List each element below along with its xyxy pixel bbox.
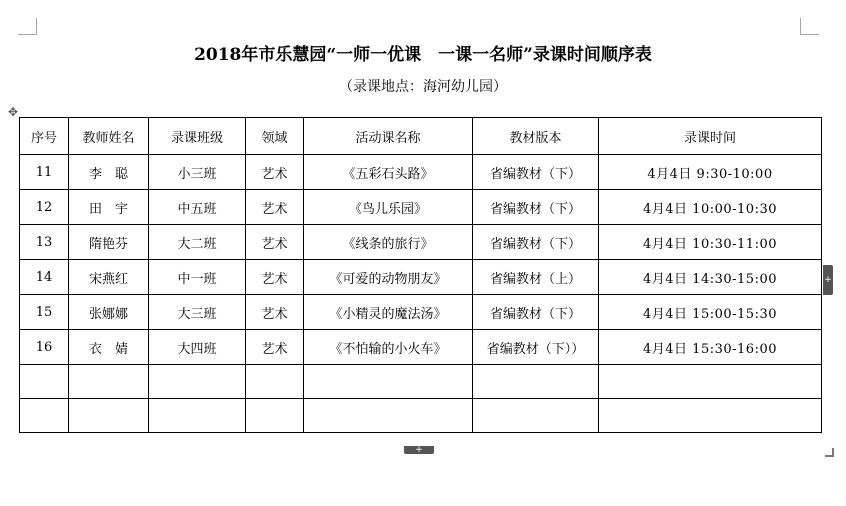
cell-teacher: 宋燕红	[69, 260, 149, 295]
empty-cell	[69, 399, 149, 433]
cell-activity: 《小精灵的魔法汤》	[304, 295, 473, 330]
empty-cell	[304, 365, 473, 399]
add-column-icon[interactable]: +	[823, 265, 833, 295]
header-teacher: 教师姓名	[69, 118, 149, 155]
table-row-empty	[20, 365, 822, 399]
document-title: 2018年市乐慧园“一师一优课 一课一名师”录课时间顺序表	[194, 45, 652, 65]
table-row	[20, 260, 822, 295]
cell-class: 大四班	[149, 330, 246, 365]
table-row	[20, 190, 822, 225]
header-index: 序号	[20, 118, 69, 155]
cell-domain: 艺术	[246, 225, 304, 260]
cell-teacher: 田 宇	[69, 190, 149, 225]
cell-time: 4月4日 9:30-10:00	[599, 155, 822, 190]
cell-time: 4月4日 15:30-16:00	[599, 330, 822, 365]
cell-textbook: 省编教材（下）	[473, 190, 599, 225]
header-textbook: 教材版本	[473, 118, 599, 155]
cell-time: 4月4日 14:30-15:00	[599, 260, 822, 295]
cell-teacher: 隋艳芬	[69, 225, 149, 260]
header-activity: 活动课名称	[304, 118, 473, 155]
cell-textbook: 省编教材（下）	[473, 225, 599, 260]
cell-activity: 《不怕输的小火车》	[304, 330, 473, 365]
cell-time: 4月4日 15:00-15:30	[599, 295, 822, 330]
empty-cell	[599, 365, 822, 399]
empty-cell	[246, 365, 304, 399]
cell-activity: 《可爱的动物朋友》	[304, 260, 473, 295]
cell-class: 中一班	[149, 260, 246, 295]
crop-mark-top-right	[800, 18, 819, 35]
crop-mark-top-left	[18, 18, 37, 35]
empty-cell	[473, 365, 599, 399]
cell-class: 大二班	[149, 225, 246, 260]
cell-class: 中五班	[149, 190, 246, 225]
table-row	[20, 330, 822, 365]
cell-teacher: 衣 婧	[69, 330, 149, 365]
cell-textbook: 省编教材（下））	[473, 330, 599, 365]
cell-time: 4月4日 10:30-11:00	[599, 225, 822, 260]
recording-schedule-table	[19, 117, 822, 433]
cell-domain: 艺术	[246, 330, 304, 365]
cell-index: 15	[20, 295, 69, 330]
header-time: 录课时间	[599, 118, 822, 155]
empty-cell	[20, 365, 69, 399]
document-subtitle: （录课地点：海河幼儿园）	[339, 79, 507, 95]
cell-textbook: 省编教材（上）	[473, 260, 599, 295]
cell-teacher: 李 聪	[69, 155, 149, 190]
cell-domain: 艺术	[246, 155, 304, 190]
cell-time: 4月4日 10:00-10:30	[599, 190, 822, 225]
cell-index: 11	[20, 155, 69, 190]
empty-cell	[599, 399, 822, 433]
cell-teacher: 张娜娜	[69, 295, 149, 330]
cell-domain: 艺术	[246, 260, 304, 295]
table-row	[20, 295, 822, 330]
cell-index: 12	[20, 190, 69, 225]
table-resize-icon[interactable]	[825, 448, 834, 457]
empty-cell	[20, 399, 69, 433]
empty-cell	[149, 399, 246, 433]
cell-activity: 《五彩石头路》	[304, 155, 473, 190]
table-row	[20, 225, 822, 260]
cell-class: 大三班	[149, 295, 246, 330]
empty-cell	[304, 399, 473, 433]
cell-activity: 《鸟儿乐园》	[304, 190, 473, 225]
table-row	[20, 155, 822, 190]
cell-index: 14	[20, 260, 69, 295]
add-row-icon[interactable]: +	[404, 446, 434, 454]
cell-textbook: 省编教材（下）	[473, 295, 599, 330]
cell-index: 13	[20, 225, 69, 260]
cell-index: 16	[20, 330, 69, 365]
empty-cell	[69, 365, 149, 399]
table-row-empty	[20, 399, 822, 433]
table-header-row	[20, 118, 822, 155]
cell-activity: 《线条的旅行》	[304, 225, 473, 260]
cell-textbook: 省编教材（下）	[473, 155, 599, 190]
header-class: 录课班级	[149, 118, 246, 155]
cell-domain: 艺术	[246, 190, 304, 225]
empty-cell	[473, 399, 599, 433]
cell-domain: 艺术	[246, 295, 304, 330]
cell-class: 小三班	[149, 155, 246, 190]
header-domain: 领域	[246, 118, 304, 155]
empty-cell	[246, 399, 304, 433]
empty-cell	[149, 365, 246, 399]
table-move-icon[interactable]: ✥	[8, 105, 19, 119]
